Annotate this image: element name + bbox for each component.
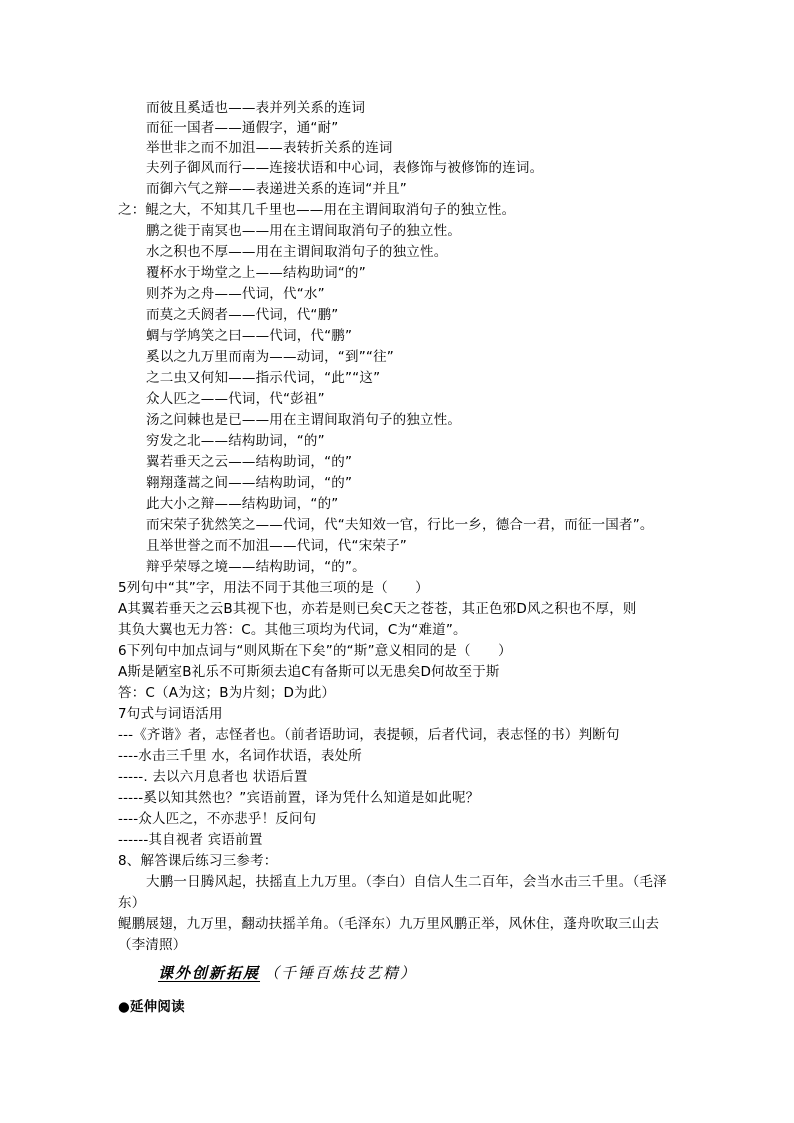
text-line: -----奚以知其然也？”宾语前置，译为凭什么知道是如此呢？ [118, 790, 480, 806]
text-line: 众人匹之——代词，代“彭祖” [146, 391, 325, 407]
text-line: 而莫之夭阏者——代词，代“鹏” [146, 307, 339, 323]
text-line: 汤之问棘也是已——用在主谓间取消句子的独立性。 [146, 412, 462, 428]
text-line: 而征一国者——通假字，通“耐” [146, 120, 339, 136]
text-line: 举世非之而不加沮——表转折关系的连词 [146, 140, 393, 156]
text-line: 之二虫又何知——指示代词，“此”“这” [146, 370, 381, 386]
text-line: 奚以之九万里而南为——动词，“到”“往” [146, 349, 394, 365]
text-line: ---《齐谐》者，志怪者也。（前者语助词，表提顿，后者代词，表志怪的书）判断句 [118, 727, 620, 743]
text-line: 大鹏一日腾风起，扶摇直上九万里。（李白）自信人生二百年，会当水击三千里。（毛泽 [146, 874, 667, 890]
section-heading-main: 课外创新拓展 [158, 964, 261, 982]
text-line: ------其自视者 宾语前置 [118, 832, 263, 848]
question-5: 5列句中“其”字，用法不同于其他三项的是（ ） [118, 580, 429, 596]
section-7-title: 7句式与词语活用 [118, 706, 223, 722]
question-5-answer: 其负大翼也无力答：C。其他三项均为代词，C为“难道”。 [118, 622, 467, 638]
question-6-options: A斯是陋室B礼乐不可斯须去追C有备斯可以无患矣D何故至于斯 [118, 664, 500, 680]
question-5-options: A其翼若垂天之云B其视下也，亦若是则已矣C天之苍苍，其正色邪D风之积也不厚，则 [118, 601, 637, 617]
text-line: 蜩与学鸠笑之曰——代词，代“鹏” [146, 328, 353, 344]
text-line: 东） [118, 895, 146, 911]
text-line: 则芥为之舟——代词，代“水” [146, 286, 325, 302]
text-line: -----. 去以六月息者也 状语后置 [118, 769, 308, 785]
text-line: （李清照） [118, 937, 187, 953]
text-line: 翱翔蓬蒿之间——结构助词，“的” [146, 475, 353, 491]
text-line: 穷发之北——结构助词，“的” [146, 433, 325, 449]
text-line: 覆杯水于坳堂之上——结构助词“的” [146, 265, 366, 281]
text-line: 鲲鹏展翅，九万里，翻动扶摇羊角。（毛泽东）九万里风鹏正举，风休住，蓬舟吹取三山去 [118, 916, 660, 932]
text-line: 辩乎荣辱之境——结构助词，“的”。 [146, 559, 366, 575]
section-heading [158, 962, 417, 983]
text-line: 而御六气之辩——表递进关系的连词“并且” [146, 181, 407, 197]
text-line: 水之积也不厚——用在主谓间取消句子的独立性。 [146, 244, 448, 260]
text-line: ----众人匹之，不亦悲乎！反问句 [118, 811, 317, 827]
section-8-title: 8、解答课后练习三参考： [118, 853, 278, 869]
text-line: 而彼且奚适也——表并列关系的连词 [146, 100, 366, 116]
text-line: ----水击三千里 水，名词作状语，表处所 [118, 748, 362, 764]
section-heading-paren: （千锤百炼技艺精） [264, 964, 418, 982]
extended-reading-label: ●延伸阅读 [118, 999, 185, 1015]
text-line: 此大小之辩——结构助词，“的” [146, 496, 339, 512]
question-6-answer: 答：C（A为这；B为片刻；D为此） [118, 685, 336, 701]
text-line: 夫列子御风而行——连接状语和中心词，表修饰与被修饰的连词。 [146, 160, 544, 176]
text-line: 而宋荣子犹然笑之——代词，代“夫知效一官，行比一乡，德合一君，而征一国者”。 [146, 517, 654, 533]
text-line: 翼若垂天之云——结构助词，“的” [146, 454, 353, 470]
text-line: 之：鲲之大，不知其几千里也——用在主谓间取消句子的独立性。 [118, 202, 516, 218]
text-line: 鹏之徙于南冥也——用在主谓间取消句子的独立性。 [146, 223, 462, 239]
question-6: 6下列句中加点词与“则风斯在下矣”的“斯”意义相同的是（ ） [118, 643, 512, 659]
text-line: 且举世誉之而不加沮——代词，代“宋荣子” [146, 538, 407, 554]
